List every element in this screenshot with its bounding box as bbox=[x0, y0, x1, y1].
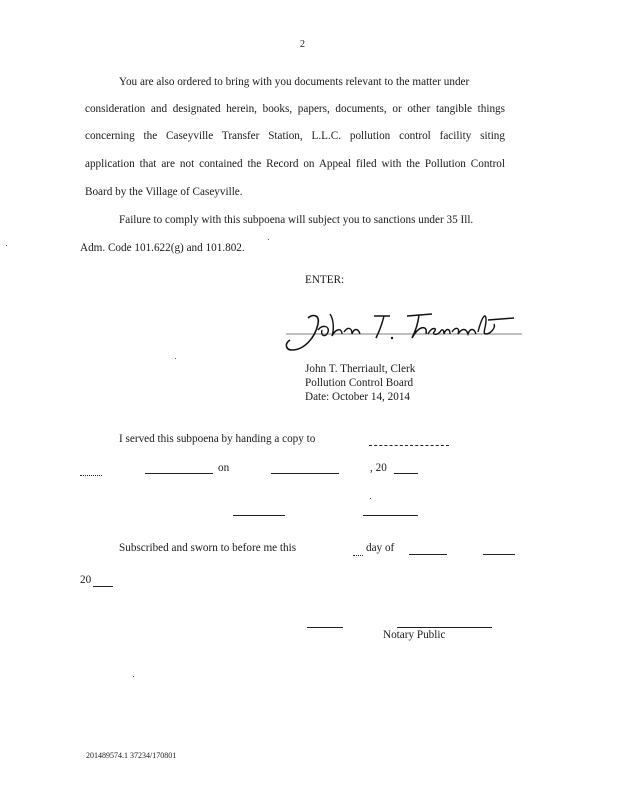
notary-month-line-2 bbox=[483, 554, 515, 555]
notary-month-line bbox=[409, 554, 447, 555]
notary-public-label: Notary Public bbox=[383, 629, 446, 641]
served-address-line-1 bbox=[80, 475, 102, 476]
clerk-date: Date: October 14, 2014 bbox=[305, 391, 411, 403]
notary-day-line bbox=[353, 555, 363, 556]
footer-document-id: 201489574.1 37234/170801 bbox=[86, 751, 177, 760]
speck-mark bbox=[6, 245, 7, 246]
speck-mark bbox=[268, 239, 269, 240]
paragraph-1-line-3: concerning the Caseyville Transfer Station, L.L.C. pollution control facility siting bbox=[85, 130, 505, 142]
notary-year-prefix: 20 bbox=[80, 574, 92, 586]
paragraph-1-line-1: You are also ordered to bring with you documents relevant to the matter under bbox=[119, 76, 470, 88]
enter-label: ENTER: bbox=[305, 274, 345, 286]
handwritten-signature bbox=[282, 304, 527, 366]
paragraph-1-line-4: application that are not contained the Record on Appeal filed with the Pollution Control bbox=[85, 158, 505, 170]
served-address-line-2 bbox=[145, 473, 213, 474]
page-number: 2 bbox=[300, 39, 305, 50]
paragraph-1-line-2: consideration and designated herein, books, papers, documents, or other tangible things bbox=[85, 103, 505, 115]
paragraph-2-line-2: Adm. Code 101.622(g) and 101.802. bbox=[80, 242, 245, 254]
served-on-label: on bbox=[218, 462, 230, 474]
notary-year-line bbox=[93, 586, 113, 587]
server-signature-line bbox=[233, 515, 285, 516]
served-recipient-line bbox=[369, 445, 449, 446]
paragraph-1-line-5: Board by the Village of Caseyville. bbox=[85, 186, 243, 198]
subscribed-statement: Subscribed and sworn to before me this bbox=[119, 542, 297, 554]
speck-mark bbox=[133, 676, 134, 677]
served-year-prefix: , 20 bbox=[370, 462, 387, 474]
speck-mark bbox=[175, 358, 176, 359]
clerk-board: Pollution Control Board bbox=[305, 377, 414, 389]
served-year-line bbox=[394, 473, 418, 474]
served-date-line bbox=[271, 473, 339, 474]
notary-day-of-label: day of bbox=[366, 542, 395, 554]
served-statement: I served this subpoena by handing a copy to bbox=[119, 433, 316, 445]
notary-seal-line bbox=[307, 627, 343, 628]
speck-mark bbox=[370, 498, 371, 499]
server-title-line bbox=[363, 515, 418, 516]
clerk-name-title: John T. Therriault, Clerk bbox=[305, 363, 416, 375]
paragraph-2-line-1: Failure to comply with this subpoena will subject you to sanctions under 35 Ill. bbox=[119, 214, 474, 226]
